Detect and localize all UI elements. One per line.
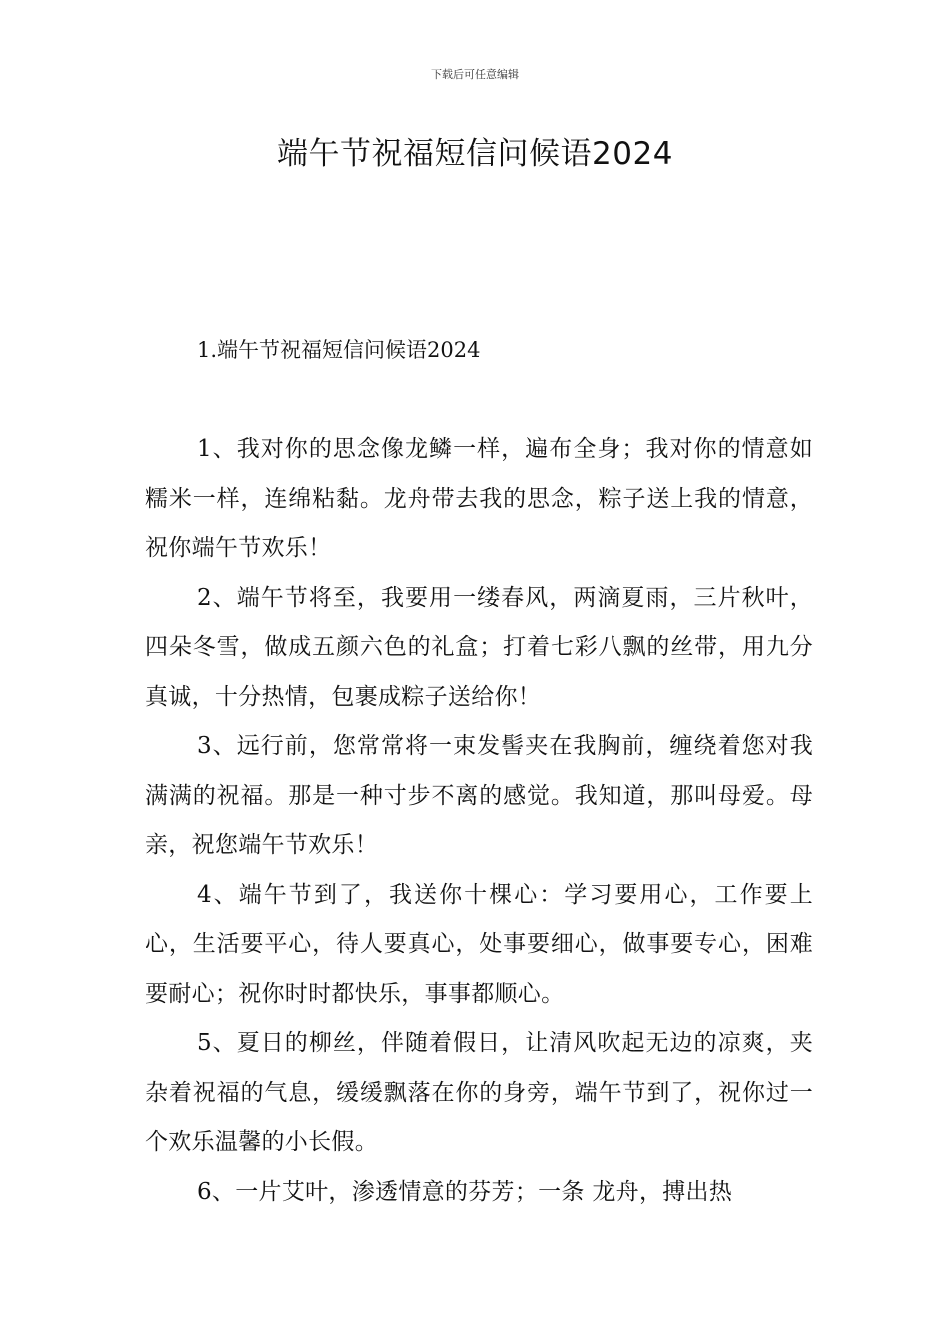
paragraph-5: 5、夏日的柳丝，伴随着假日，让清风吹起无边的凉爽，夹杂着祝福的气息，缓缓飘落在你的身旁，端午节到了，祝你过一个欢乐温馨的小长假。 bbox=[145, 1030, 813, 1155]
body-text bbox=[145, 425, 813, 1217]
section-heading: 1.端午节祝福短信问候语2024 bbox=[197, 338, 481, 362]
paragraph-4: 4、端午节到了，我送你十棵心：学习要用心，工作要上心，生活要平心，待人要真心，处事要细心，做事要专心，困难要耐心；祝你时时都快乐，事事都顺心。 bbox=[145, 881, 813, 1007]
document-title: 端午节祝福短信问候语2024 bbox=[277, 136, 673, 172]
paragraph-3: 3、远行前，您常常将一束发髻夹在我胸前，缠绕着您对我满满的祝福。那是一种寸步不离的感觉。我知道，那叫母爱。母亲，祝您端午节欢乐！ bbox=[145, 733, 813, 858]
paragraph-2: 2、端午节将至，我要用一缕春风，两滴夏雨，三片秋叶，四朵冬雪，做成五颜六色的礼盒；打着七彩八飘的丝带，用九分真诚，十分热情，包裹成粽子送给你！ bbox=[145, 584, 813, 710]
header-note: 下载后可任意编辑 bbox=[431, 68, 519, 81]
paragraph-1: 1、我对你的思念像龙鳞一样，遍布全身；我对你的情意如糯米一样，连绵粘黏。龙舟带去我的思念，粽子送上我的情意，祝你端午节欢乐！ bbox=[145, 436, 813, 561]
paragraph-6: 6、一片艾叶，渗透情意的芬芳；一条 龙舟，搏出热 bbox=[197, 1178, 733, 1205]
